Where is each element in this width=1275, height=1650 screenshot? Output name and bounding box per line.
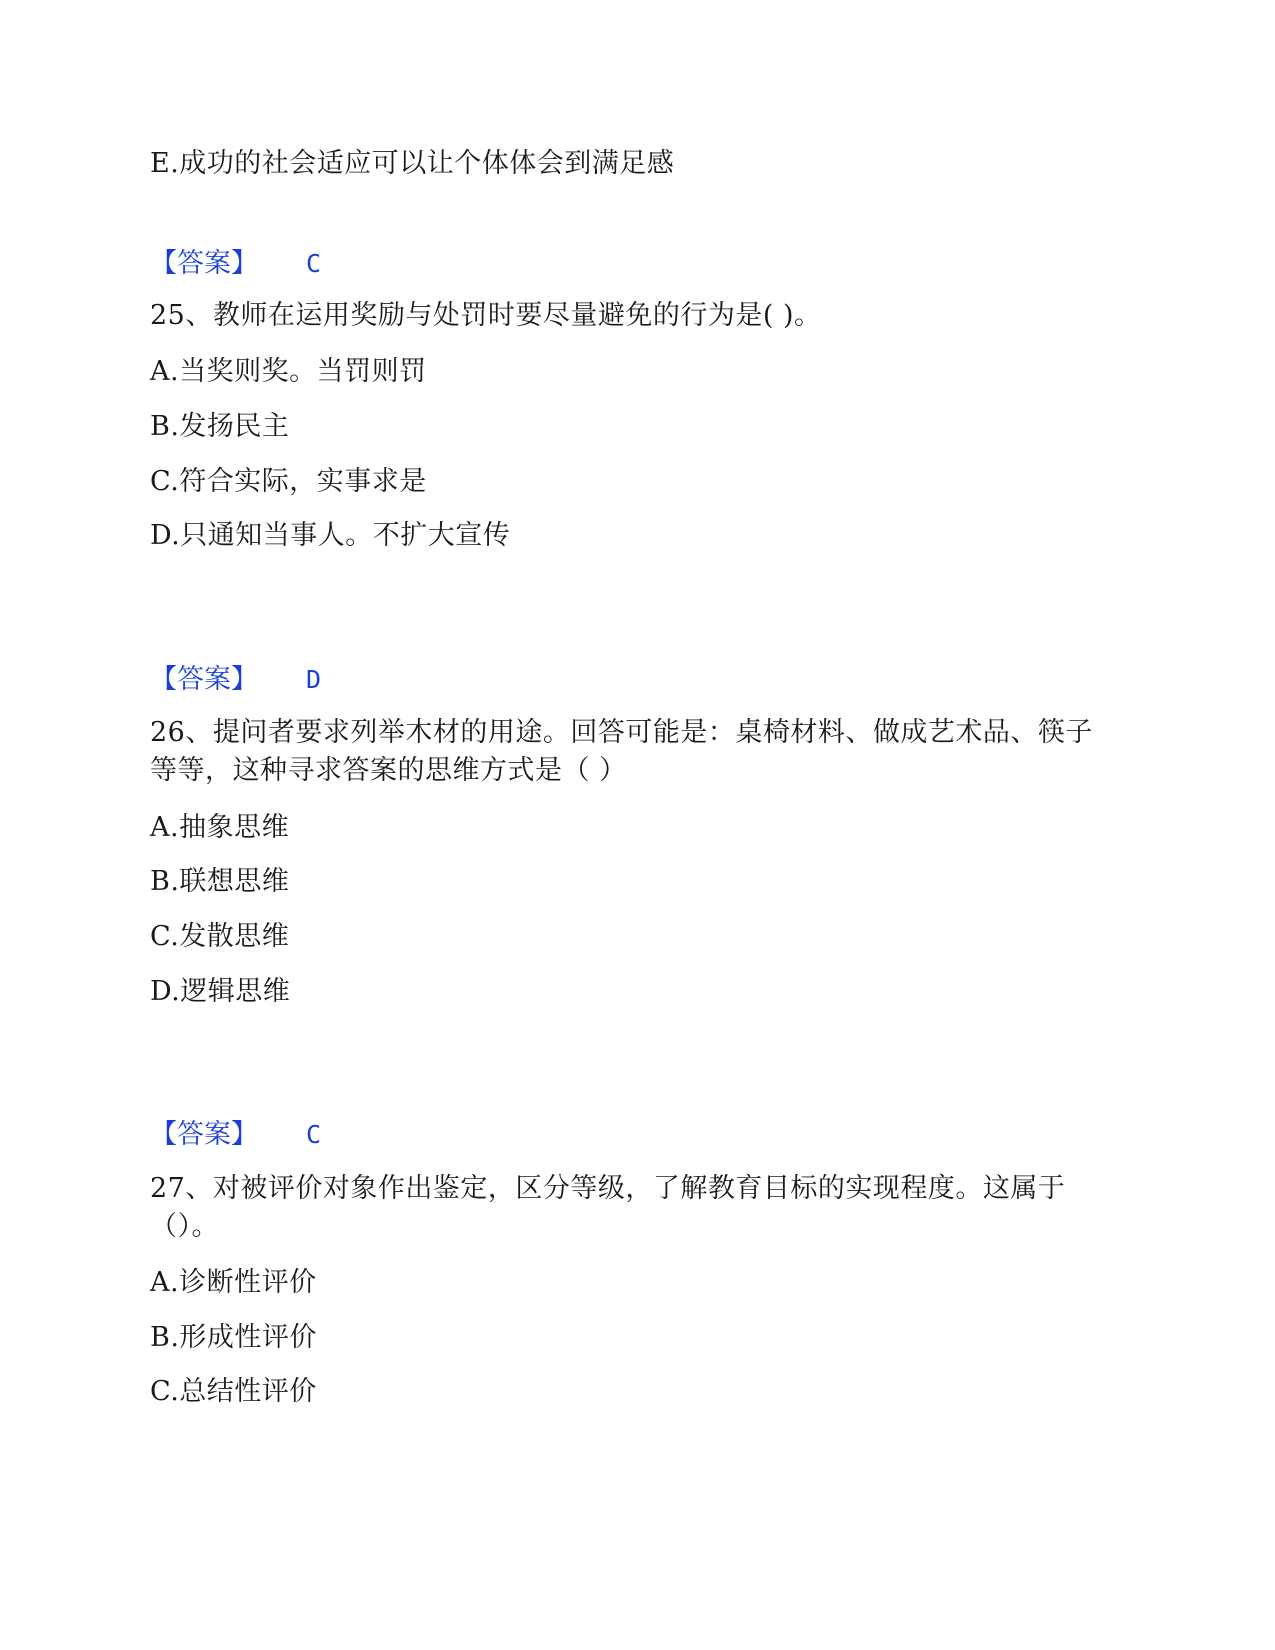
answer-label: 【答案】 xyxy=(150,1119,258,1150)
q24-option-e: E.成功的社会适应可以让个体体会到满足感 xyxy=(150,148,675,179)
answer-label: 【答案】 xyxy=(150,664,258,695)
answer-value: C xyxy=(306,249,322,278)
answer-value: C xyxy=(306,1120,322,1149)
q27-option-b: B.形成性评价 xyxy=(150,1322,317,1353)
q26-option-c: C.发散思维 xyxy=(150,921,290,952)
q26-option-b: B.联想思维 xyxy=(150,866,290,897)
q25-option-b: B.发扬民主 xyxy=(150,411,290,442)
q26-stem: 26、提问者要求列举木材的用途。回答可能是：桌椅材料、做成艺术品、筷子等等，这种寻求答案的思维方式是（ ） xyxy=(150,717,1093,786)
answer-label: 【答案】 xyxy=(150,248,258,279)
q26-option-a: A.抽象思维 xyxy=(150,812,290,843)
q25-option-c: C.符合实际，实事求是 xyxy=(150,466,427,497)
q27-option-a: A.诊断性评价 xyxy=(150,1267,317,1298)
q25-stem: 25、教师在运用奖励与处罚时要尽量避免的行为是( )。 xyxy=(150,300,822,331)
q26-answer xyxy=(150,1117,321,1153)
q25-option-a: A.当奖则奖。当罚则罚 xyxy=(150,356,427,387)
q27-option-c: C.总结性评价 xyxy=(150,1376,317,1407)
q26-option-d: D.逻辑思维 xyxy=(150,976,291,1007)
q24-answer xyxy=(150,246,321,282)
q25-answer xyxy=(150,662,321,698)
q25-option-d: D.只通知当事人。不扩大宣传 xyxy=(150,520,511,551)
q27-stem: 27、对被评价对象作出鉴定，区分等级，了解教育目标的实现程度。这属于（）。 xyxy=(150,1173,1066,1242)
answer-value: D xyxy=(306,665,322,694)
